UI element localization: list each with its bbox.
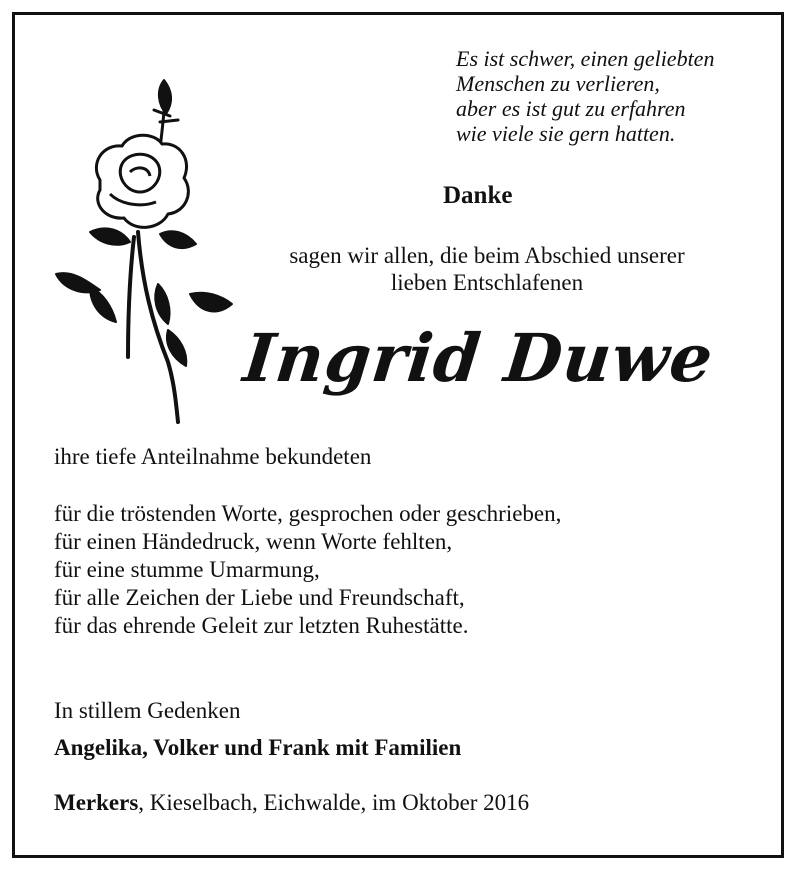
quote-line: aber es ist gut zu erfahren xyxy=(456,96,686,121)
reason-line: für alle Zeichen der Liebe und Freundschaft, xyxy=(54,585,465,610)
reason-line: für die tröstenden Worte, gesprochen oder geschrieben, xyxy=(54,501,562,526)
thanks-line: lieben Entschlafenen xyxy=(390,270,584,295)
memorial-quote xyxy=(456,46,714,146)
quote-line: Es ist schwer, einen geliebten xyxy=(456,46,715,71)
quote-line: wie viele sie gern hatten. xyxy=(456,121,676,146)
rose-icon xyxy=(50,72,240,432)
place-main: Merkers xyxy=(54,790,139,815)
reason-line: für eine stumme Umarmung, xyxy=(54,557,320,582)
place-date xyxy=(54,790,529,816)
deceased-name: Ingrid Duwe xyxy=(239,319,718,397)
heading-danke: Danke xyxy=(443,182,513,209)
thanks-text xyxy=(232,242,742,296)
place-rest: , Kieselbach, Eichwalde, im Oktober 2016 xyxy=(138,790,530,815)
quote-line: Menschen zu verlieren, xyxy=(456,71,660,96)
sympathy-line: ihre tiefe Anteilnahme bekundeten xyxy=(54,444,372,469)
closing-phrase: In stillem Gedenken xyxy=(54,698,241,723)
reasons-list xyxy=(54,500,561,640)
family-signature: Angelika, Volker und Frank mit Familien xyxy=(54,735,462,760)
reason-line: für einen Händedruck, wenn Worte fehlten, xyxy=(54,529,453,554)
reason-line: für das ehrende Geleit zur letzten Ruhestätte. xyxy=(54,613,469,638)
thanks-line: sagen wir allen, die beim Abschied unserer xyxy=(289,243,685,268)
